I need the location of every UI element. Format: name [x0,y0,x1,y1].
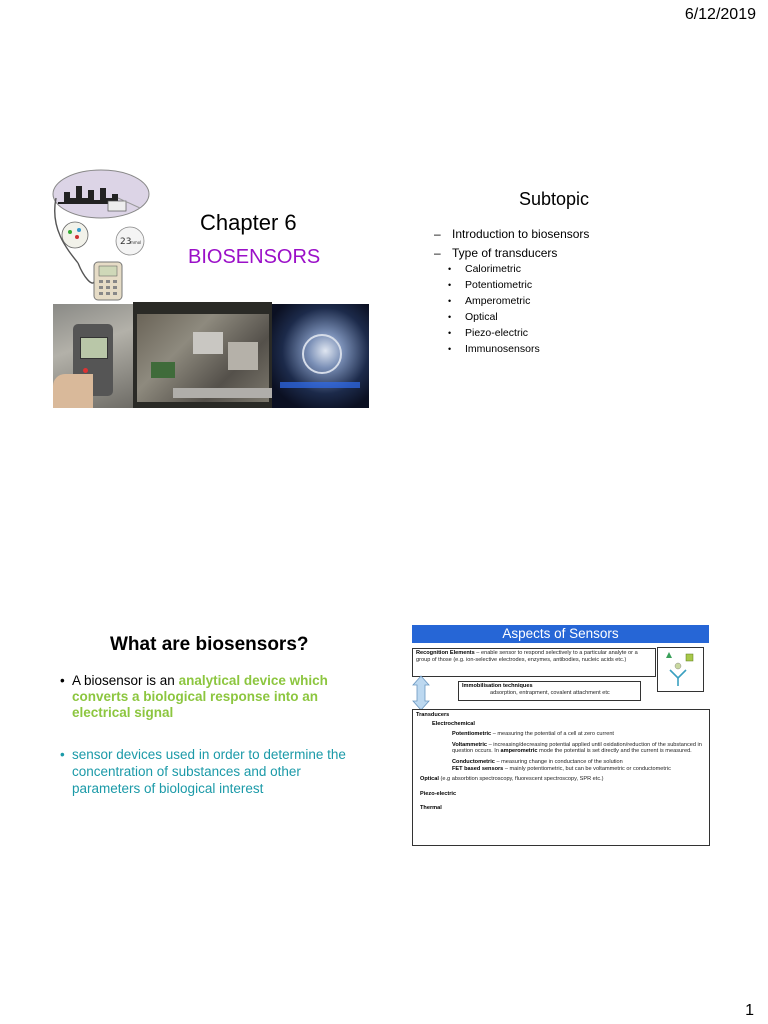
glucose-meter-photo [53,304,133,408]
subtopic-title: Subtopic [519,189,590,209]
aspects-title: Aspects of Sensors [412,625,709,643]
recognition-box: Recognition Elements – enable sensor to respond selectively to a particular analyte or a group of those (e.g. ion-selective electrodes, enzymes, antibodies, nucleic acids etc.) [412,648,656,677]
double-arrow-icon [411,675,431,711]
biosensor-illustration [48,168,158,303]
page-number: 1 [745,1002,754,1019]
transducer-item: • Potentiometric [448,279,533,291]
transducer-item: • Amperometric [448,295,531,307]
transducer-item: • Piezo-electric [448,327,529,339]
immobilisation-box: Immobilisation techniques adsorption, entrapment, covalent attachment etc [458,681,641,701]
definition-bullet: • A biosensor is an analytical device which converts a biological response into an electrical signal [60,673,328,720]
transducer-item: • Calorimetric [448,263,522,275]
transducers-box: Transducers Electrochemical Potentiometric – measuring the potential of a cell at zero current Voltammetric – increasing/decreasing potential applied until oxidation/reduction of the substanced in question occurs. In amperometric mode the potential is set directly and the current is measured. Conductometric – measuring change in conductance of the solution FET based sensors – mainly potentiometric, but can be voltammetric or conductometric Optical (e.g absorbtion spectroscopy, fluorescent spectroscopy, SPR etc.) Piezo-electric Thermal [412,709,710,846]
chapter-label: Chapter 6 [200,210,297,235]
transducer-item: • Optical [448,311,498,323]
slide3-title: What are biosensors? [110,634,309,655]
transducer-item: • Immunosensors [448,343,540,355]
reading-unit: mmol [130,240,142,245]
optical-sensor-photo [272,304,369,408]
subtopic-item: – Introduction to biosensors [434,227,590,241]
page-date: 6/12/2019 [684,6,756,23]
subtopic-list [434,227,589,360]
sensor-diagram [657,647,704,692]
reading-value: 23 [120,237,132,247]
chapter-title: BIOSENSORS [188,246,321,268]
highlight-text: analytical device which converts a biological response into an electrical signal [72,673,328,720]
transducer-list [434,263,589,355]
usage-bullet: • sensor devices used in order to determine the concentration of substances and other parameters of biological interest [60,747,346,796]
subtopic-item: – Type of transducers • Calorimetric • Potentiometric • Amperometric • Optical • Piezo-electric • Immunosensors [434,246,589,355]
sensor-case-photo [133,302,272,408]
